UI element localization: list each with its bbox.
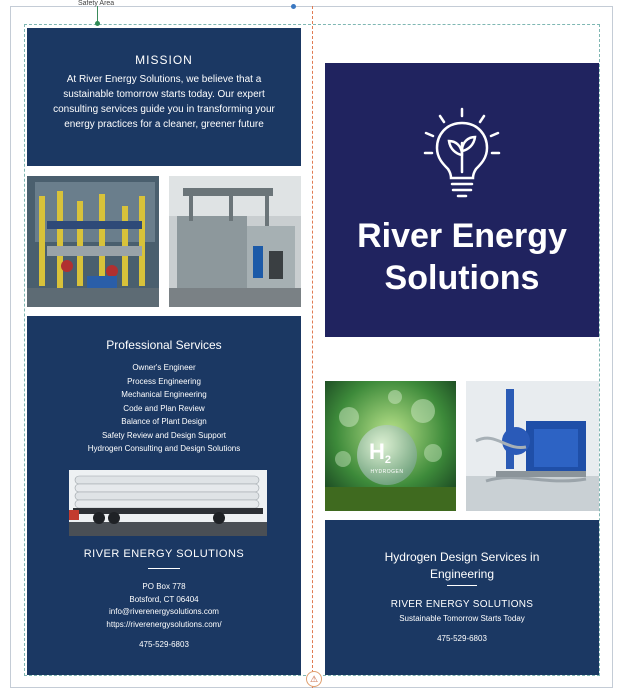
contact-website[interactable]: https://riverenergysolutions.com/ — [106, 619, 222, 629]
cover-title-line2: Solutions — [384, 259, 540, 297]
hydrogen-tagline: Sustainable Tomorrow Starts Today — [399, 614, 525, 623]
h2-subscript: 2 — [384, 454, 392, 466]
hydrogen-design-panel[interactable] — [325, 520, 599, 675]
mission-title: MISSION — [135, 53, 193, 67]
contact-company: RIVER ENERGY SOLUTIONS — [83, 548, 245, 560]
h2-letter: H — [369, 439, 385, 464]
contact-city: Botsford, CT 06404 — [129, 594, 199, 604]
h2-symbol — [369, 439, 391, 466]
mission-panel[interactable] — [27, 28, 301, 166]
cover-title-line1: River Energy — [357, 217, 567, 255]
service-item: Process Engineering — [127, 376, 201, 386]
services-title: Professional Services — [106, 338, 222, 352]
mission-body: At River Energy Solutions, we believe that a sustainable tomorrow starts today. Our expert consulting services guide you in transforming your energy practices for a cleaner, greener future — [53, 74, 275, 130]
hydrogen-phone: 475-529-6803 — [437, 633, 487, 643]
contact-block — [27, 548, 301, 652]
photo-blue-equipment[interactable] — [466, 381, 599, 511]
hydrogen-title-line2: Engineering — [429, 567, 495, 581]
photo-tube-trailer[interactable] — [69, 470, 267, 536]
guide-handle[interactable] — [95, 21, 100, 26]
hydrogen-title — [325, 549, 599, 583]
service-item: Hydrogen Consulting and Design Solutions — [87, 444, 241, 453]
page-handle[interactable] — [291, 4, 296, 9]
tube-trailer-illustration — [69, 470, 267, 536]
photo-hydrogen-graphic[interactable] — [325, 381, 456, 511]
contact-po-box: PO Box 778 — [142, 582, 186, 591]
h2-caption: HYDROGEN — [370, 469, 404, 475]
cover-title — [325, 215, 599, 299]
contact-divider — [148, 568, 180, 569]
safety-label-leader — [97, 6, 98, 22]
service-item: Code and Plan Review — [123, 403, 205, 413]
service-item: Mechanical Engineering — [121, 390, 207, 399]
facility-illustration — [169, 176, 301, 307]
warning-icon[interactable]: ⚠ — [306, 671, 322, 687]
photo-industrial-facility[interactable] — [169, 176, 301, 307]
blue-equipment-illustration — [466, 381, 599, 511]
control-panel-illustration — [27, 176, 159, 307]
hydrogen-company: RIVER ENERGY SOLUTIONS — [390, 599, 534, 610]
hydrogen-divider — [447, 585, 477, 586]
hydrogen-title-line1: Hydrogen Design Services in — [384, 550, 540, 564]
contact-phone: 475-529-6803 — [139, 640, 189, 649]
services-list — [27, 361, 301, 456]
safety-area-label: Safety Area — [78, 0, 115, 7]
cover-panel[interactable] — [325, 63, 599, 337]
photo-control-panel[interactable] — [27, 176, 159, 307]
contact-email[interactable]: info@riverenergysolutions.com — [109, 607, 219, 616]
service-item: Safety Review and Design Support — [101, 430, 227, 440]
lightbulb-leaf-icon — [422, 107, 502, 199]
service-item: Balance of Plant Design — [121, 417, 207, 426]
service-item: Owner's Engineer — [132, 363, 196, 372]
fold-guide — [312, 6, 313, 688]
